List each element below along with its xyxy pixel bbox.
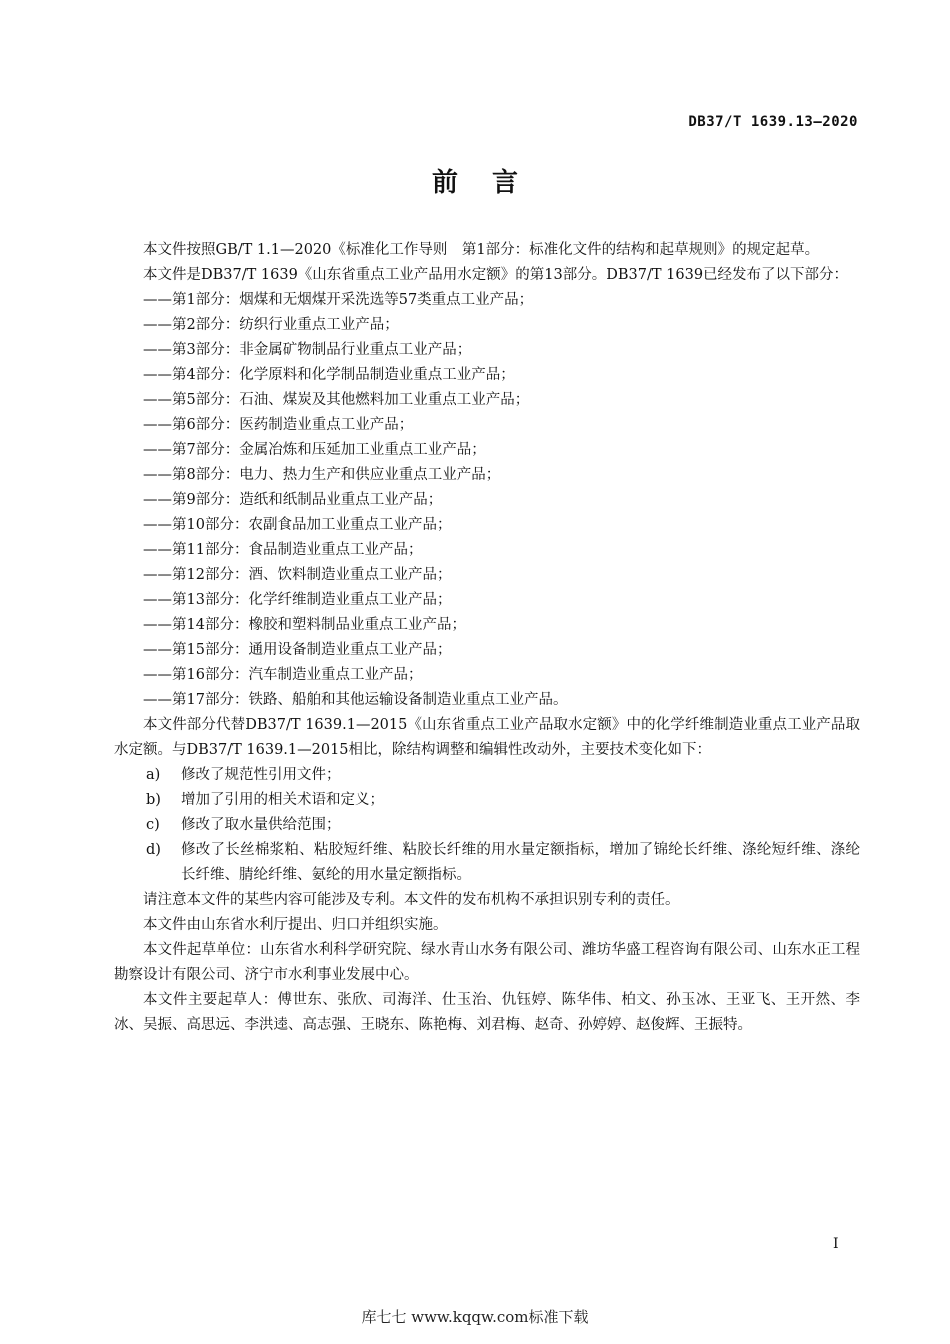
part-item: ——第6部分：医药制造业重点工业产品；: [143, 417, 414, 433]
change-item-mark: b): [146, 792, 161, 808]
intro-paragraph-2: 本文件是DB37/T 1639《山东省重点工业产品用水定额》的第13部分。DB37/T 1639已经发布了以下部分：: [143, 267, 849, 283]
change-item: [114, 763, 860, 788]
drafters: 本文件主要起草人：傅世东、张欣、司海洋、仕玉治、仇钰婷、陈华伟、柏文、孙玉冰、王亚飞、王开然、李冰、吴振、高思远、李洪逵、高志强、王晓东、陈艳梅、刘君梅、赵奇、孙婷婷、赵俊辉、王振特。: [114, 992, 860, 1033]
intro-paragraph-1: 本文件按照GB/T 1.1—2020《标准化工作导则 第1部分：标准化文件的结构和起草规则》的规定起草。: [143, 242, 820, 258]
part-item: ——第12部分：酒、饮料制造业重点工业产品；: [143, 567, 452, 583]
part-item: ——第4部分：化学原料和化学制品制造业重点工业产品；: [143, 367, 515, 383]
proposer-statement: 本文件由山东省水利厅提出、归口并组织实施。: [143, 917, 448, 933]
part-item: ——第16部分：汽车制造业重点工业产品；: [143, 667, 423, 683]
part-item: ——第3部分：非金属矿物制品行业重点工业产品；: [143, 342, 472, 358]
replacement-paragraph: 本文件部分代替DB37/T 1639.1—2015《山东省重点工业产品取水定额》中的化学纤维制造业重点工业产品取水定额。与DB37/T 1639.1—2015相比，除结构调整和编辑性改动外，主要技术变化如下：: [114, 717, 860, 758]
change-item-text: 修改了取水量供给范围；: [181, 817, 341, 833]
part-item: ——第10部分：农副食品加工业重点工业产品；: [143, 517, 452, 533]
part-item: ——第17部分：铁路、船舶和其他运输设备制造业重点工业产品。: [143, 692, 568, 708]
document-code: DB37/T 1639.13—2020: [688, 114, 858, 130]
footer-watermark: 库七七 www.kqqw.com标准下载: [361, 1308, 589, 1326]
part-item: ——第1部分：烟煤和无烟煤开采洗选等57类重点工业产品；: [143, 292, 534, 308]
part-item: ——第11部分：食品制造业重点工业产品；: [143, 542, 423, 558]
changes-list: [114, 763, 860, 888]
part-item: ——第8部分：电力、热力生产和供应业重点工业产品；: [143, 467, 501, 483]
part-item: ——第14部分：橡胶和塑料制品业重点工业产品；: [143, 617, 466, 633]
part-item: ——第2部分：纺织行业重点工业产品；: [143, 317, 399, 333]
change-item-text: 修改了长丝棉浆粕、粘胶短纤维、粘胶长纤维的用水量定额指标，增加了锦纶长纤维、涤纶短纤维、涤纶长纤维、腈纶纤维、氨纶的用水量定额指标。: [181, 842, 860, 883]
part-item: ——第7部分：金属冶炼和压延加工业重点工业产品；: [143, 442, 486, 458]
change-item-mark: c): [146, 817, 160, 833]
foreword-body: [114, 238, 860, 1038]
part-item: ——第13部分：化学纤维制造业重点工业产品；: [143, 592, 452, 608]
parts-list: [114, 288, 860, 713]
change-item-mark: a): [146, 767, 161, 783]
page-number: I: [833, 1236, 839, 1252]
change-item-text: 修改了规范性引用文件；: [181, 767, 341, 783]
page-title: 前言: [431, 168, 552, 198]
change-item-mark: d): [146, 842, 161, 858]
change-item-text: 增加了引用的相关术语和定义；: [181, 792, 384, 808]
change-item: [114, 788, 860, 813]
drafting-units: 本文件起草单位：山东省水利科学研究院、绿水青山水务有限公司、潍坊华盛工程咨询有限公司、山东水正工程勘察设计有限公司、济宁市水利事业发展中心。: [114, 942, 860, 983]
part-item: ——第9部分：造纸和纸制品业重点工业产品；: [143, 492, 443, 508]
part-item: ——第5部分：石油、煤炭及其他燃料加工业重点工业产品；: [143, 392, 530, 408]
change-item: [114, 813, 860, 838]
change-item: [114, 838, 860, 888]
patent-notice: 请注意本文件的某些内容可能涉及专利。本文件的发布机构不承担识别专利的责任。: [143, 892, 680, 908]
part-item: ——第15部分：通用设备制造业重点工业产品；: [143, 642, 452, 658]
